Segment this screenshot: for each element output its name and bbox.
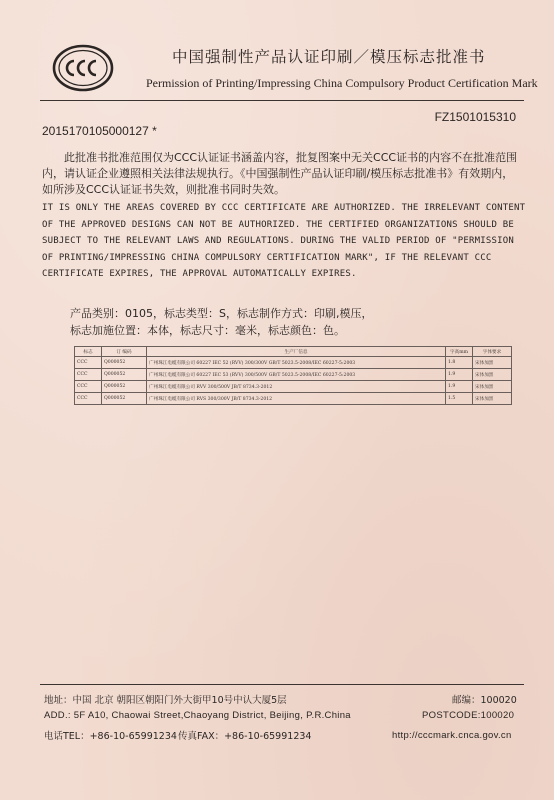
table-header: 标志 bbox=[75, 347, 102, 357]
product-info-line1: 产品类别：0105，标志类型：S，标志制作方式：印刷,模压， bbox=[70, 307, 373, 320]
serial-number: 2015170105000127 * bbox=[42, 124, 157, 138]
table-header: 字体要求 bbox=[473, 347, 512, 357]
table-cell: CCC bbox=[75, 357, 102, 369]
table-cell: 广州珠江电缆有限公司 60227 IEC 53 (RVV) 300/500V GB/T 5023.5-2008/IEC 60227-5:2003 bbox=[147, 369, 446, 381]
table-cell: Q000052 bbox=[102, 369, 147, 381]
postcode-en: POSTCODE:100020 bbox=[422, 710, 515, 721]
table-header: 字高mm bbox=[446, 347, 473, 357]
table-cell: 宋体加黑 bbox=[473, 357, 512, 369]
table-cell: CCC bbox=[75, 393, 102, 405]
ccc-mark-icon bbox=[52, 44, 114, 92]
certificate-number: FZ1501015310 bbox=[434, 110, 516, 124]
table-cell: 宋体加黑 bbox=[473, 393, 512, 405]
document-title-cn: 中国强制性产品认证印刷／模压标志批准书 bbox=[172, 48, 486, 66]
table-cell: 广州珠江电缆有限公司 RVV 300/500V JB/T 8734.3-2012 bbox=[147, 381, 446, 393]
website-link[interactable]: http://cccmark.cnca.gov.cn bbox=[392, 730, 512, 741]
table-cell: 宋体加黑 bbox=[473, 369, 512, 381]
table-cell: 1.9 bbox=[446, 369, 473, 381]
table-cell: CCC bbox=[75, 369, 102, 381]
address-en: ADD.: 5F A10, Chaowai Street,Chaoyang District, Beijing, P.R.China bbox=[44, 710, 351, 721]
address-cn: 地址：中国 北京 朝阳区朝阳门外大街甲10号中认大厦5层 bbox=[44, 695, 287, 706]
table-cell: Q000052 bbox=[102, 357, 147, 369]
table-cell: 宋体加黑 bbox=[473, 381, 512, 393]
statement-cn: 此批准书批准范围仅为CCC认证证书涵盖内容，批复图案中无关CCC证书的内容不在批准范围内，请认证企业遵照相关法律法规执行。《中国强制性产品认证印刷/模压标志批准书》有效期内，如所涉及CCC认证证书失效，则批准书同时失效。 bbox=[42, 151, 518, 196]
footer-divider bbox=[40, 684, 524, 685]
mark-specification-table bbox=[74, 346, 512, 405]
table-cell: Q000052 bbox=[102, 393, 147, 405]
table-row bbox=[75, 393, 512, 405]
table-cell: 1.5 bbox=[446, 393, 473, 405]
table-header: 订 编码 bbox=[102, 347, 147, 357]
header-divider bbox=[40, 100, 524, 101]
table-row bbox=[75, 369, 512, 381]
postcode-cn: 邮编：100020 bbox=[452, 695, 517, 706]
table-cell: 1.8 bbox=[446, 357, 473, 369]
table-cell: CCC bbox=[75, 381, 102, 393]
table-cell: 1.9 bbox=[446, 381, 473, 393]
product-info-line2: 标志加施位置：本体，标志尺寸：毫米，标志颜色：色。 bbox=[70, 324, 345, 337]
table-row bbox=[75, 357, 512, 369]
phone-number: 电话TEL：+86-10-65991234 bbox=[44, 731, 177, 742]
table-row bbox=[75, 381, 512, 393]
table-cell: 广州珠江电缆有限公司 RVS 300/300V JB/T 8734.3-2012 bbox=[147, 393, 446, 405]
table-header-row bbox=[75, 347, 512, 357]
table-header: 生产厂信息 bbox=[147, 347, 446, 357]
document-title-en: Permission of Printing/Impressing China Compulsory Product Certification Mark bbox=[146, 76, 538, 90]
table-cell: Q000052 bbox=[102, 381, 147, 393]
fax-number: 传真FAX：+86-10-65991234 bbox=[178, 731, 312, 742]
statement-en: IT IS ONLY THE AREAS COVERED BY CCC CERTIFICATE ARE AUTHORIZED. THE IRRELEVANT CONTENT OF THE APPROVED DESIGNS CAN NOT BE AUTHORIZED. THE CERTIFIED ORGANIZATIONS SHOULD BE SUBJECT TO THE RELEVANT LAWS AND REGULATIONS. DURING THE VALID PERIOD OF "PERMISSION OF PRINTING/IMPRESSING CHINA COMPULSORY CERTIFICATION MARK", IF THE RELEVANT CCC CERTIFICATE EXPIRES, THE APPROVAL AUTOMATICALLY EXPIRES. bbox=[42, 203, 526, 279]
table-cell: 广州珠江电缆有限公司 60227 IEC 52 (RVV) 300/300V GB/T 5023.5-2008/IEC 60227-5:2003 bbox=[147, 357, 446, 369]
